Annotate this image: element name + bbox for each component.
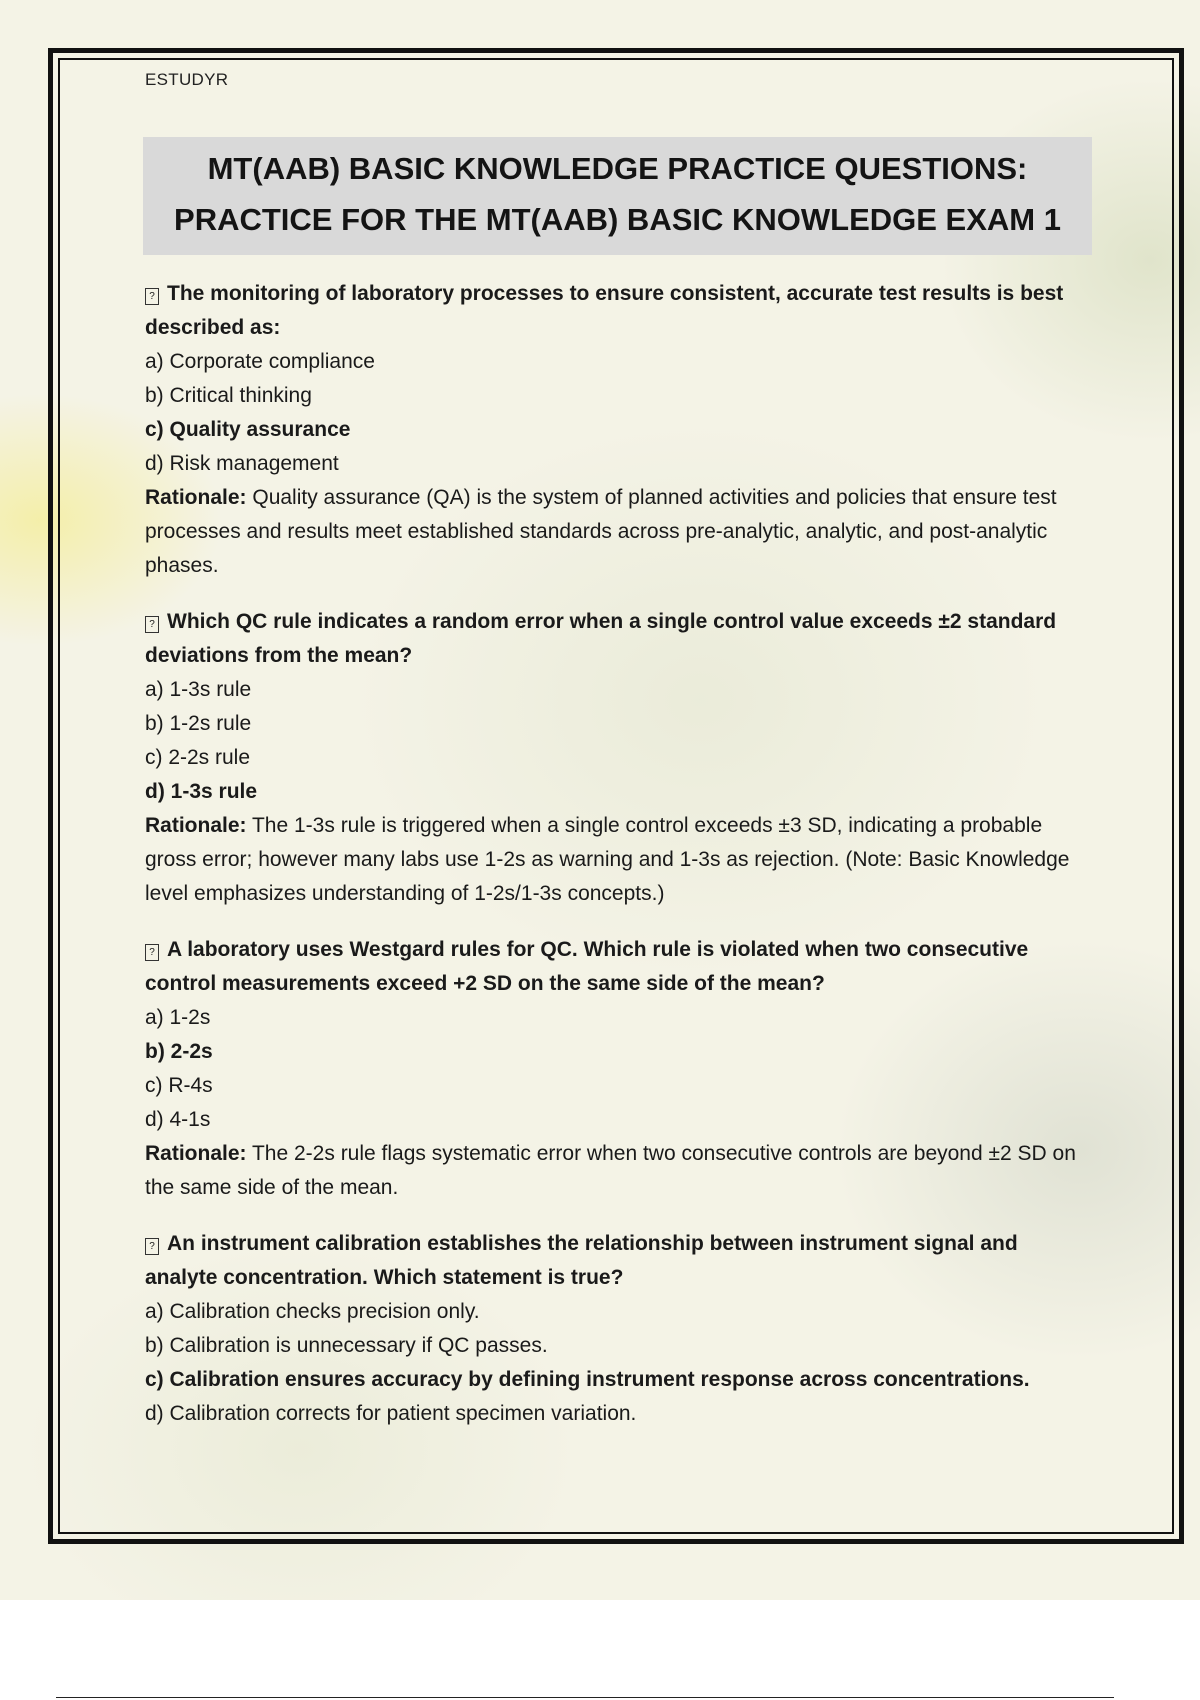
answer-option: a) 1-3s rule bbox=[145, 678, 252, 701]
answer-option: a) Corporate compliance bbox=[145, 350, 375, 373]
rationale-label: Rationale: bbox=[145, 1142, 247, 1165]
rationale-label: Rationale: bbox=[145, 486, 247, 509]
answer-option: b) Calibration is unnecessary if QC passes. bbox=[145, 1334, 548, 1357]
rationale bbox=[145, 1137, 1090, 1205]
answer-option-correct: b) 2-2s bbox=[145, 1040, 213, 1063]
question-block bbox=[145, 277, 1090, 583]
page-bottom-margin bbox=[0, 1600, 1200, 1700]
question-marker-icon: ? bbox=[145, 1238, 159, 1255]
rationale-text: Quality assurance (QA) is the system of planned activities and policies that ensure test processes and results meet established standards across pre-analytic, analytic, and post-analytic phases. bbox=[145, 486, 1057, 577]
rationale bbox=[145, 481, 1090, 583]
answer-option: a) 1-2s bbox=[145, 1006, 211, 1029]
question-text bbox=[145, 277, 1090, 345]
rationale-label: Rationale: bbox=[145, 814, 247, 837]
answer-option-correct: c) Calibration ensures accuracy by defining instrument response across concentrations. bbox=[145, 1368, 1030, 1391]
question-list bbox=[145, 277, 1090, 1431]
answer-option-correct: d) 1-3s rule bbox=[145, 780, 258, 803]
brand-label: ESTUDYR bbox=[145, 70, 229, 89]
answer-option: c) 2-2s rule bbox=[145, 746, 251, 769]
document-title: MT(AAB) BASIC KNOWLEDGE PRACTICE QUESTIONS: PRACTICE FOR THE MT(AAB) BASIC KNOWLEDGE EXAM 1 bbox=[143, 137, 1092, 255]
rationale bbox=[145, 809, 1090, 911]
question-block bbox=[145, 605, 1090, 911]
document-content bbox=[145, 70, 1090, 1431]
answer-option: d) 4-1s bbox=[145, 1108, 211, 1131]
question-stem: An instrument calibration establishes the relationship between instrument signal and analyte concentration. Which statement is true? bbox=[145, 1232, 1018, 1289]
question-block bbox=[145, 933, 1090, 1205]
rationale-text: The 2-2s rule flags systematic error when two consecutive controls are beyond ±2 SD on the same side of the mean. bbox=[145, 1142, 1076, 1199]
answer-option: c) R-4s bbox=[145, 1074, 213, 1097]
question-block bbox=[145, 1227, 1090, 1431]
question-marker-icon: ? bbox=[145, 944, 159, 961]
rationale-text: The 1-3s rule is triggered when a single control exceeds ±3 SD, indicating a probable gross error; however many labs use 1-2s as warning and 1-3s as rejection. (Note: Basic Knowledge level emphasizes understanding of 1-2s/1-3s concepts.) bbox=[145, 814, 1070, 905]
question-stem: The monitoring of laboratory processes to ensure consistent, accurate test results is best described as: bbox=[145, 282, 1064, 339]
answer-option: d) Calibration corrects for patient specimen variation. bbox=[145, 1402, 637, 1425]
question-marker-icon: ? bbox=[145, 288, 159, 305]
answer-option: a) Calibration checks precision only. bbox=[145, 1300, 480, 1323]
question-marker-icon: ? bbox=[145, 616, 159, 633]
answer-option: d) Risk management bbox=[145, 452, 339, 475]
footer-divider bbox=[56, 1697, 1114, 1698]
question-text bbox=[145, 1227, 1090, 1295]
question-stem: A laboratory uses Westgard rules for QC. Which rule is violated when two consecutive control measurements exceed +2 SD on the same side of the mean? bbox=[145, 938, 1029, 995]
answer-option-correct: c) Quality assurance bbox=[145, 418, 351, 441]
question-text bbox=[145, 933, 1090, 1001]
answer-option: b) 1-2s rule bbox=[145, 712, 252, 735]
question-text bbox=[145, 605, 1090, 673]
answer-option: b) Critical thinking bbox=[145, 384, 312, 407]
question-stem: Which QC rule indicates a random error when a single control value exceeds ±2 standard deviations from the mean? bbox=[145, 610, 1057, 667]
